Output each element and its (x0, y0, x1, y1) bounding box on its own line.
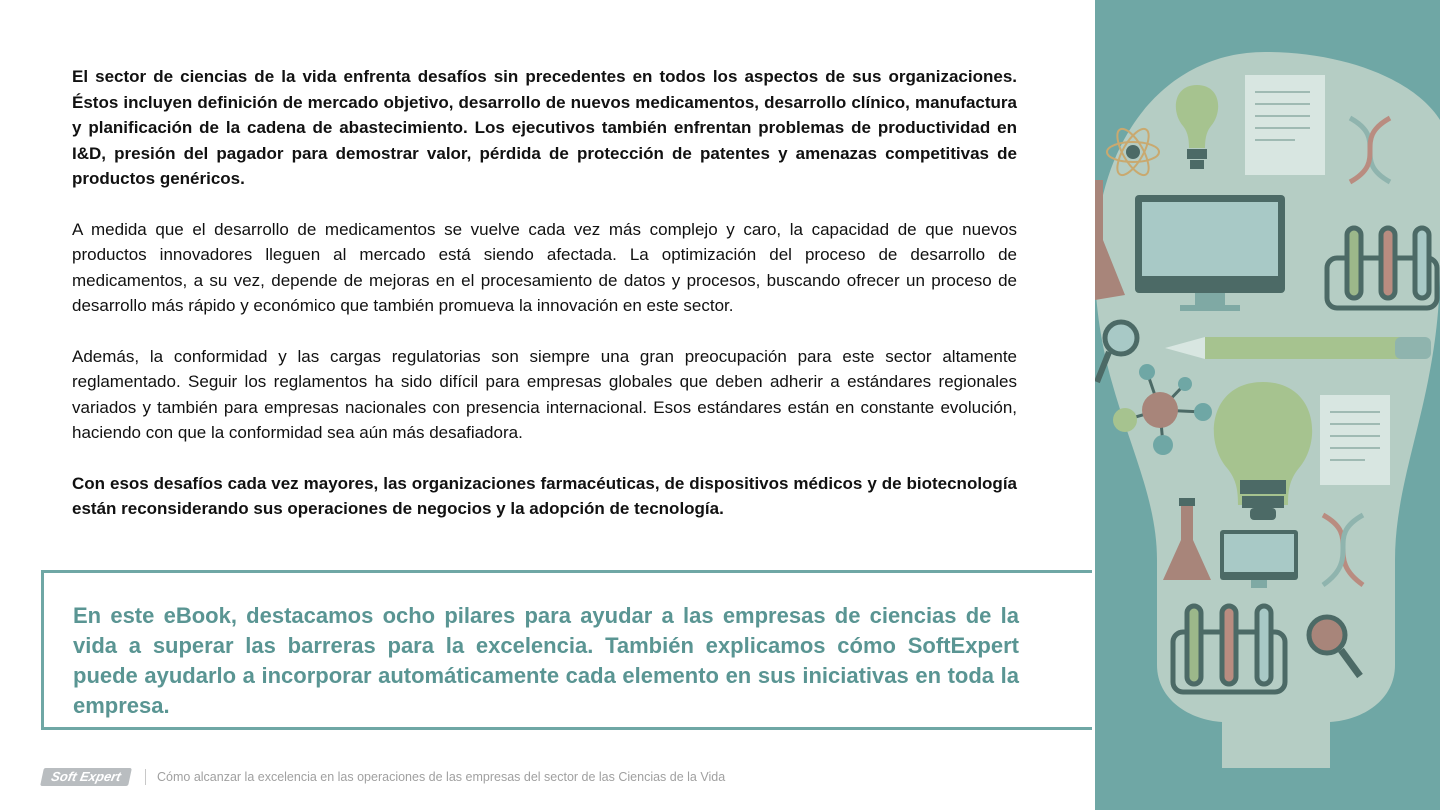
regulatory-paragraph: Además, la conformidad y las cargas regulatorias son siempre una gran preocupación para este sector altamente reglamentado. Seguir los reglamentos ha sido difícil para empresas globales que deben adherir a estándares regionales variados y también para empresas nacionales con presencia internacional. Esos estándares están en constante evolución, haciendo con que la conformidad sea aún más desafiadora. (72, 346, 1017, 442)
footer-divider (145, 769, 146, 785)
document-icon (1245, 75, 1325, 175)
pencil-icon (1165, 337, 1431, 359)
small-monitor-icon (1220, 530, 1298, 588)
development-paragraph: A medida que el desarrollo de medicamentos se vuelve cada vez más complejo y caro, la capacidad de que nuevos productos innovadores lleguen al mercado está siendo afectada. La optimización del proceso de desarrollo de medicamentos, a su vez, depende de mejoras en el procesamiento de datos y procesos, buscando ofrecer un proceso de desarrollo más rápido y económico que también promueva la innovación en este sector. (72, 219, 1017, 315)
conclusion-paragraph: Con esos desafíos cada vez mayores, las organizaciones farmacéuticas, de dispositivos médicos y de biotecnología están reconsiderando sus operaciones de negocios y la adopción de tecnología. (72, 473, 1017, 518)
intro-paragraph: El sector de ciencias de la vida enfrenta desafíos sin precedentes en todos los aspectos de sus organizaciones. Éstos incluyen definición de mercado objetivo, desarrollo de nuevos medicamentos, desarrollo clínico, manufactura y planificación de la cadena de abastecimiento. Los ejecutivos también enfrentan problemas de productividad en I&D, presión del pagador para demostrar valor, pérdida de protección de patentes y amenazas competitivas de productos genéricos. (72, 67, 1017, 188)
test-tubes-bottom-icon (1173, 606, 1285, 692)
document-right-icon (1320, 395, 1390, 485)
body-text (72, 64, 1017, 547)
life-sciences-illustration (1095, 0, 1440, 810)
callout-box (41, 570, 1092, 730)
softexpert-logo: Soft Expert (40, 768, 132, 786)
footer-caption: Cómo alcanzar la excelencia en las operaciones de las empresas del sector de las Ciencias de la Vida (157, 770, 726, 784)
callout-text: En este eBook, destacamos ocho pilares para ayudar a las empresas de ciencias de la vida a superar las barreras para la excelencia. También explicamos cómo SoftExpert puede ayudarlo a incorporar automáticamente cada elemento en sus iniciativas en toda la empresa. (73, 603, 1019, 718)
